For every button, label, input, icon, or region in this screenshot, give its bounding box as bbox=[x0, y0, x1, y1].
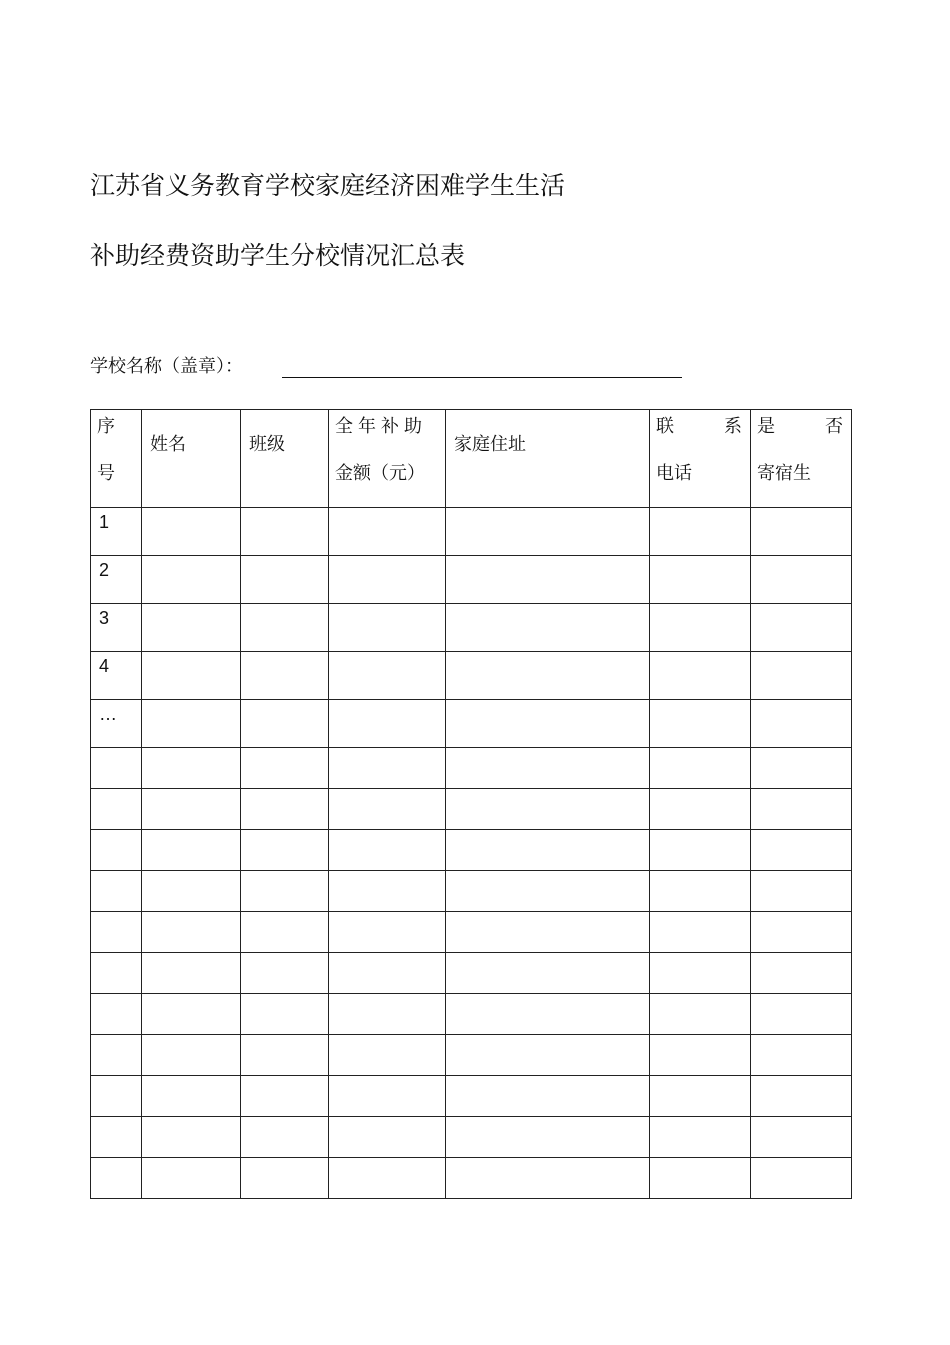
seq-cell[interactable] bbox=[91, 1076, 142, 1117]
table-row bbox=[91, 994, 852, 1035]
data-cell[interactable] bbox=[650, 871, 751, 912]
data-cell[interactable] bbox=[751, 604, 852, 652]
data-cell[interactable] bbox=[329, 604, 446, 652]
data-cell[interactable] bbox=[650, 830, 751, 871]
school-name-blank-line bbox=[282, 377, 682, 378]
header-phone bbox=[650, 410, 751, 508]
data-cell[interactable] bbox=[329, 1117, 446, 1158]
data-cell[interactable] bbox=[329, 748, 446, 789]
data-cell[interactable] bbox=[142, 604, 241, 652]
data-cell[interactable] bbox=[142, 556, 241, 604]
data-cell[interactable] bbox=[142, 1117, 241, 1158]
data-cell[interactable] bbox=[142, 508, 241, 556]
table-row bbox=[91, 508, 852, 556]
data-cell[interactable] bbox=[241, 652, 329, 700]
data-cell[interactable] bbox=[446, 1158, 650, 1199]
table-row bbox=[91, 1035, 852, 1076]
table-row bbox=[91, 1076, 852, 1117]
data-cell[interactable] bbox=[650, 953, 751, 994]
header-address-label: 家庭住址 bbox=[454, 434, 526, 455]
seq-cell bbox=[91, 652, 142, 700]
data-cell[interactable] bbox=[446, 953, 650, 994]
header-seq bbox=[91, 410, 142, 508]
data-cell[interactable] bbox=[751, 953, 852, 994]
data-cell[interactable] bbox=[650, 652, 751, 700]
data-cell[interactable] bbox=[241, 953, 329, 994]
data-cell[interactable] bbox=[241, 789, 329, 830]
header-seq-top: 序 bbox=[97, 416, 115, 437]
data-cell[interactable] bbox=[241, 994, 329, 1035]
data-cell[interactable] bbox=[329, 1035, 446, 1076]
seq-cell[interactable] bbox=[91, 1117, 142, 1158]
seq-cell[interactable] bbox=[91, 994, 142, 1035]
header-phone-bottom: 电话 bbox=[656, 463, 692, 484]
header-amount-top: 全年补助 bbox=[335, 416, 427, 437]
data-cell[interactable] bbox=[751, 1117, 852, 1158]
data-cell[interactable] bbox=[329, 994, 446, 1035]
data-cell[interactable] bbox=[329, 830, 446, 871]
data-cell[interactable] bbox=[142, 994, 241, 1035]
data-cell[interactable] bbox=[446, 789, 650, 830]
data-cell[interactable] bbox=[329, 1076, 446, 1117]
data-cell[interactable] bbox=[751, 1158, 852, 1199]
data-cell[interactable] bbox=[142, 748, 241, 789]
seq-number: 1 bbox=[99, 512, 110, 532]
data-cell[interactable] bbox=[241, 871, 329, 912]
table-row bbox=[91, 1158, 852, 1199]
data-cell[interactable] bbox=[329, 871, 446, 912]
header-dorm-top-left: 是 bbox=[757, 416, 775, 437]
seq-cell[interactable] bbox=[91, 789, 142, 830]
data-cell[interactable] bbox=[241, 556, 329, 604]
data-cell[interactable] bbox=[751, 789, 852, 830]
data-cell[interactable] bbox=[446, 830, 650, 871]
data-cell[interactable] bbox=[142, 871, 241, 912]
data-cell[interactable] bbox=[446, 871, 650, 912]
seq-cell[interactable] bbox=[91, 748, 142, 789]
data-cell[interactable] bbox=[446, 556, 650, 604]
seq-cell bbox=[91, 604, 142, 652]
header-phone-top-right: 系 bbox=[724, 416, 742, 437]
data-cell[interactable] bbox=[241, 1158, 329, 1199]
seq-cell bbox=[91, 556, 142, 604]
data-cell[interactable] bbox=[446, 994, 650, 1035]
data-cell[interactable] bbox=[329, 912, 446, 953]
data-cell[interactable] bbox=[650, 604, 751, 652]
data-cell[interactable] bbox=[241, 1117, 329, 1158]
data-cell[interactable] bbox=[241, 604, 329, 652]
seq-cell[interactable] bbox=[91, 1158, 142, 1199]
data-cell[interactable] bbox=[142, 700, 241, 748]
data-cell[interactable] bbox=[142, 830, 241, 871]
data-cell[interactable] bbox=[241, 912, 329, 953]
table-row bbox=[91, 789, 852, 830]
data-cell[interactable] bbox=[751, 912, 852, 953]
seq-cell[interactable] bbox=[91, 871, 142, 912]
table-row bbox=[91, 1117, 852, 1158]
header-dorm-bottom: 寄宿生 bbox=[757, 463, 811, 484]
data-cell[interactable] bbox=[751, 508, 852, 556]
data-cell[interactable] bbox=[751, 994, 852, 1035]
data-cell[interactable] bbox=[241, 830, 329, 871]
data-cell[interactable] bbox=[329, 652, 446, 700]
table-row bbox=[91, 912, 852, 953]
header-name bbox=[142, 410, 241, 508]
data-cell[interactable] bbox=[142, 652, 241, 700]
table-row bbox=[91, 700, 852, 748]
data-cell[interactable] bbox=[751, 556, 852, 604]
header-dorm-top-right: 否 bbox=[825, 416, 843, 437]
data-cell[interactable] bbox=[446, 604, 650, 652]
data-cell[interactable] bbox=[751, 700, 852, 748]
data-cell[interactable] bbox=[650, 1158, 751, 1199]
data-cell[interactable] bbox=[446, 508, 650, 556]
seq-cell[interactable] bbox=[91, 912, 142, 953]
data-cell[interactable] bbox=[329, 789, 446, 830]
table-row bbox=[91, 748, 852, 789]
table-row bbox=[91, 604, 852, 652]
seq-cell[interactable] bbox=[91, 1035, 142, 1076]
data-cell[interactable] bbox=[650, 1035, 751, 1076]
header-amount bbox=[329, 410, 446, 508]
data-cell[interactable] bbox=[329, 508, 446, 556]
data-cell[interactable] bbox=[329, 556, 446, 604]
header-address bbox=[446, 410, 650, 508]
data-cell[interactable] bbox=[241, 1076, 329, 1117]
data-cell[interactable] bbox=[446, 912, 650, 953]
data-cell[interactable] bbox=[751, 748, 852, 789]
seq-cell bbox=[91, 700, 142, 748]
summary-table bbox=[90, 409, 852, 1199]
data-cell[interactable] bbox=[446, 652, 650, 700]
data-cell[interactable] bbox=[241, 700, 329, 748]
header-phone-top-left: 联 bbox=[656, 416, 674, 437]
data-cell[interactable] bbox=[329, 953, 446, 994]
data-cell[interactable] bbox=[751, 830, 852, 871]
header-name-label: 姓名 bbox=[150, 434, 186, 455]
seq-number: 4 bbox=[99, 656, 110, 676]
data-cell[interactable] bbox=[650, 1076, 751, 1117]
data-cell[interactable] bbox=[650, 508, 751, 556]
seq-number: 2 bbox=[99, 560, 110, 580]
data-cell[interactable] bbox=[241, 508, 329, 556]
data-cell[interactable] bbox=[142, 912, 241, 953]
data-cell[interactable] bbox=[751, 652, 852, 700]
data-cell[interactable] bbox=[446, 700, 650, 748]
seq-number: 3 bbox=[99, 608, 110, 628]
data-cell[interactable] bbox=[751, 871, 852, 912]
table-row bbox=[91, 953, 852, 994]
data-cell[interactable] bbox=[142, 1076, 241, 1117]
data-cell[interactable] bbox=[751, 1076, 852, 1117]
header-seq-bottom: 号 bbox=[97, 463, 115, 484]
data-cell[interactable] bbox=[142, 953, 241, 994]
header-dorm bbox=[751, 410, 852, 508]
seq-cell[interactable] bbox=[91, 953, 142, 994]
data-cell[interactable] bbox=[650, 789, 751, 830]
table-row bbox=[91, 652, 852, 700]
header-class bbox=[241, 410, 329, 508]
data-cell[interactable] bbox=[650, 748, 751, 789]
data-cell[interactable] bbox=[241, 1035, 329, 1076]
header-row bbox=[91, 410, 852, 508]
data-cell[interactable] bbox=[329, 700, 446, 748]
data-cell[interactable] bbox=[142, 1035, 241, 1076]
data-cell[interactable] bbox=[446, 748, 650, 789]
seq-cell[interactable] bbox=[91, 830, 142, 871]
table-row bbox=[91, 830, 852, 871]
data-cell[interactable] bbox=[650, 912, 751, 953]
seq-number: … bbox=[99, 704, 117, 724]
table-row bbox=[91, 871, 852, 912]
header-dorm-top bbox=[751, 410, 851, 459]
document-title-line-1: 江苏省义务教育学校家庭经济困难学生生活 bbox=[90, 171, 566, 200]
table-row bbox=[91, 556, 852, 604]
school-name-label: 学校名称（盖章）： bbox=[90, 356, 243, 377]
data-cell[interactable] bbox=[142, 1158, 241, 1199]
data-cell[interactable] bbox=[241, 748, 329, 789]
data-cell[interactable] bbox=[446, 1076, 650, 1117]
data-cell[interactable] bbox=[446, 1117, 650, 1158]
seq-cell bbox=[91, 508, 142, 556]
header-amount-bottom: 金额（元） bbox=[335, 463, 425, 484]
data-cell[interactable] bbox=[142, 789, 241, 830]
data-cell[interactable] bbox=[650, 994, 751, 1035]
data-cell[interactable] bbox=[751, 1035, 852, 1076]
header-class-label: 班级 bbox=[249, 434, 285, 455]
data-cell[interactable] bbox=[446, 1035, 650, 1076]
document-title-line-2: 补助经费资助学生分校情况汇总表 bbox=[90, 241, 466, 270]
data-cell[interactable] bbox=[650, 556, 751, 604]
data-cell[interactable] bbox=[650, 1117, 751, 1158]
header-phone-top bbox=[650, 410, 750, 459]
data-cell[interactable] bbox=[650, 700, 751, 748]
data-cell[interactable] bbox=[329, 1158, 446, 1199]
